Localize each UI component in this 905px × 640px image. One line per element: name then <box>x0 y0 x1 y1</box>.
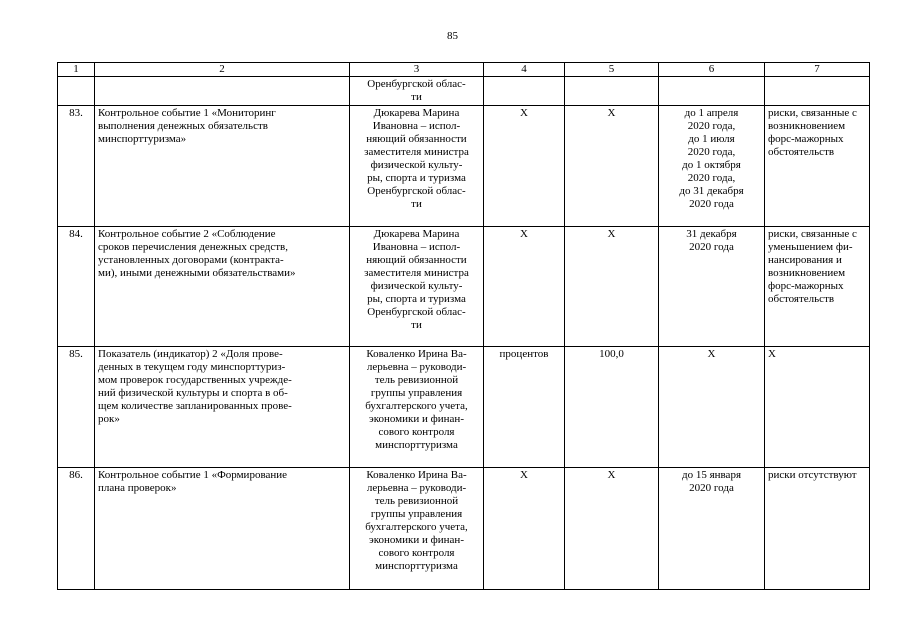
event-name-cell: Контрольное событие 1 «Формирование плана проверок» <box>95 468 350 590</box>
deadline-cell: X <box>659 347 765 468</box>
unit-cell <box>484 77 565 106</box>
deadline-cell <box>659 77 765 106</box>
unit-cell: X <box>484 468 565 590</box>
column-header: 4 <box>484 63 565 77</box>
value-cell: X <box>565 227 659 347</box>
unit-cell: процентов <box>484 347 565 468</box>
responsible-cell: Оренбургской облас- ти <box>350 77 484 106</box>
table-header-row <box>58 63 870 77</box>
row-number-cell: 85. <box>58 347 95 468</box>
column-header: 7 <box>765 63 870 77</box>
table-row <box>58 77 870 106</box>
risk-cell: риски отсутствуют <box>765 468 870 590</box>
table-row <box>58 468 870 590</box>
column-header: 1 <box>58 63 95 77</box>
column-header: 5 <box>565 63 659 77</box>
value-cell: X <box>565 468 659 590</box>
event-name-cell: Контрольное событие 1 «Мониторинг выполнения денежных обязательств минспорттуризма» <box>95 106 350 227</box>
indicator-name-cell: Показатель (индикатор) 2 «Доля прове- денных в текущем году минспорттуриз- мом проверок государственных учрежде- ний физической культуры и спорта в об- щем количестве запланированных прове- рок» <box>95 347 350 468</box>
column-header: 3 <box>350 63 484 77</box>
page-number: 85 <box>447 30 458 42</box>
responsible-cell: Коваленко Ирина Ва- лерьевна – руководи- тель ревизионной группы управления бухгалтерского учета, экономики и финан- сового контроля минспорттуризма <box>350 347 484 468</box>
risk-cell <box>765 77 870 106</box>
value-cell: X <box>565 106 659 227</box>
event-name-cell: Контрольное событие 2 «Соблюдение сроков перечисления денежных средств, установленных договорами (контракта- ми), иными денежными обязательствами» <box>95 227 350 347</box>
deadline-cell: до 15 января 2020 года <box>659 468 765 590</box>
deadline-cell: 31 декабря 2020 года <box>659 227 765 347</box>
row-number-cell: 86. <box>58 468 95 590</box>
responsible-cell: Дюкарева Марина Ивановна – испол- няющий обязанности заместителя министра физической культу- ры, спорта и туризма Оренбургской облас- ти <box>350 106 484 227</box>
responsible-cell: Дюкарева Марина Ивановна – испол- няющий обязанности заместителя министра физической культу- ры, спорта и туризма Оренбургской облас- ти <box>350 227 484 347</box>
risk-cell: риски, связанные с возникновением форс-мажорных обстоятельств <box>765 106 870 227</box>
event-name-cell <box>95 77 350 106</box>
table-row <box>58 227 870 347</box>
row-number-cell <box>58 77 95 106</box>
deadline-cell: до 1 апреля 2020 года, до 1 июля 2020 года, до 1 октября 2020 года, до 31 декабря 2020 года <box>659 106 765 227</box>
table-row <box>58 106 870 227</box>
value-cell: 100,0 <box>565 347 659 468</box>
column-header: 2 <box>95 63 350 77</box>
row-number-cell: 84. <box>58 227 95 347</box>
risk-cell: X <box>765 347 870 468</box>
unit-cell: X <box>484 227 565 347</box>
plan-table <box>57 62 870 590</box>
risk-cell: риски, связанные с уменьшением фи- нансирования и возникновением форс-мажорных обстоятельств <box>765 227 870 347</box>
table-row <box>58 347 870 468</box>
unit-cell: X <box>484 106 565 227</box>
responsible-cell: Коваленко Ирина Ва- лерьевна – руководи- тель ревизионной группы управления бухгалтерского учета, экономики и финан- сового контроля минспорттуризма <box>350 468 484 590</box>
value-cell <box>565 77 659 106</box>
row-number-cell: 83. <box>58 106 95 227</box>
column-header: 6 <box>659 63 765 77</box>
